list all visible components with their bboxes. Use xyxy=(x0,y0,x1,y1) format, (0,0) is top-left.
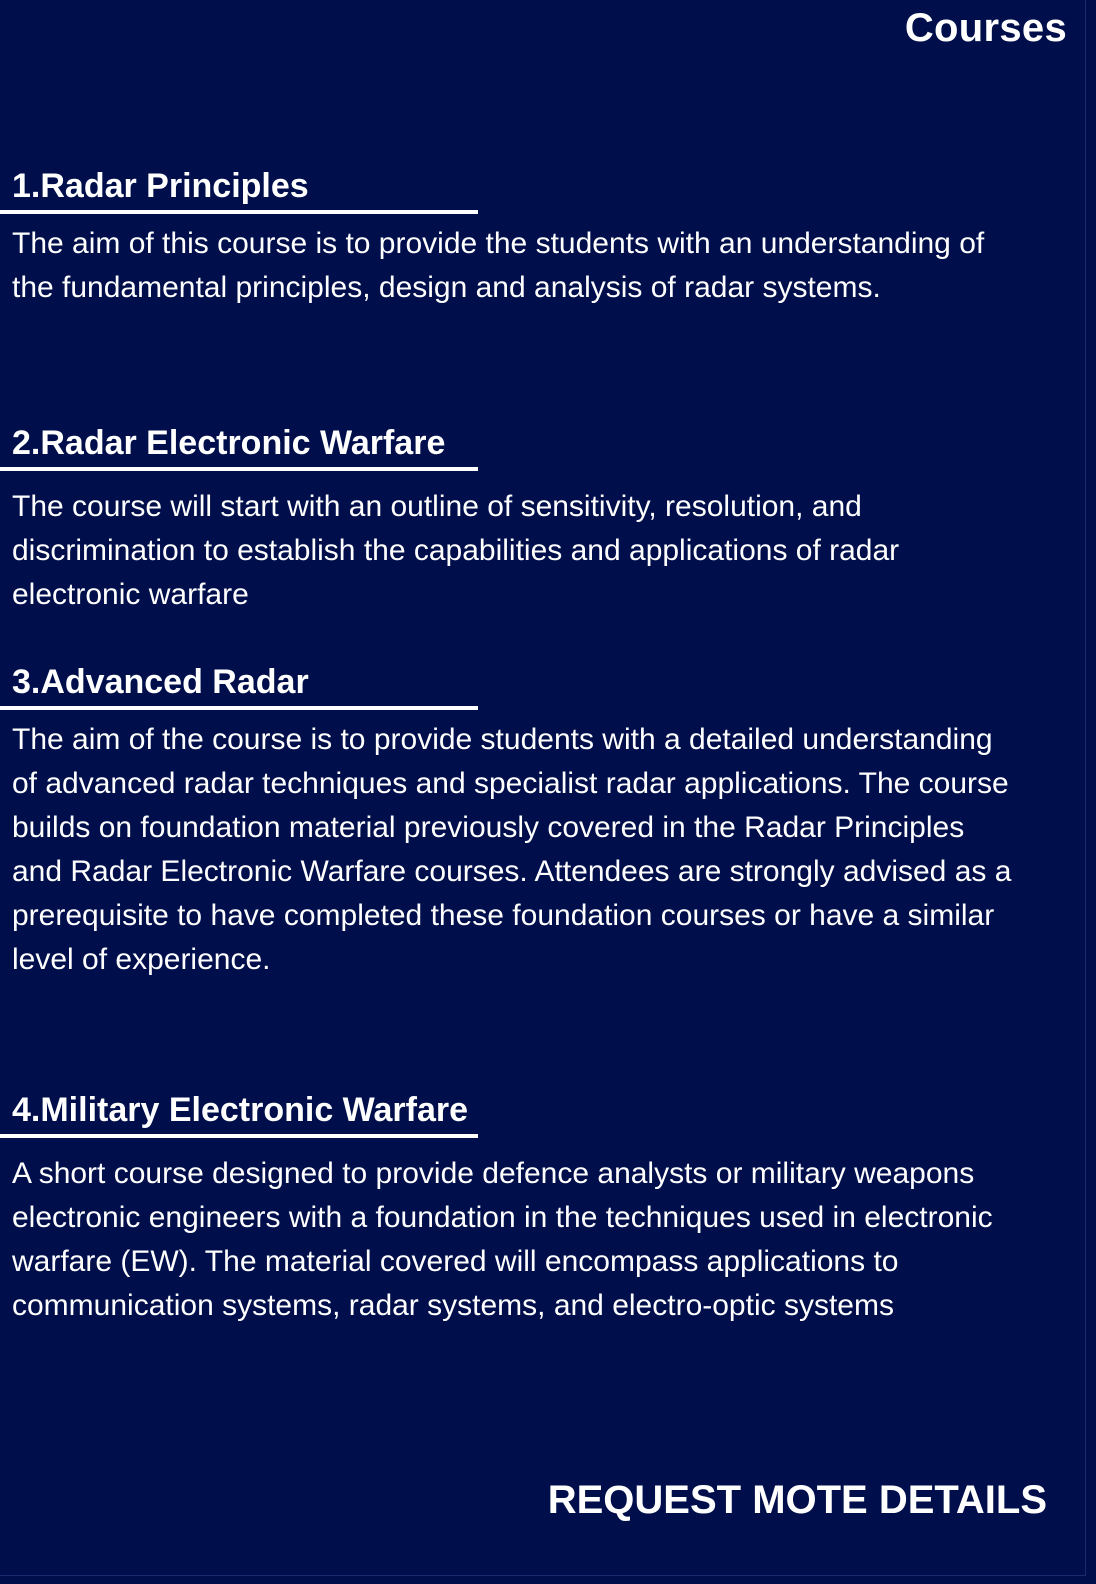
page-title: Courses xyxy=(904,6,1067,50)
heading-underline xyxy=(0,706,478,710)
course-heading: 2.Radar Electronic Warfare xyxy=(12,424,446,462)
course-description: The aim of this course is to provide the students with an understanding of the fundamental principles, design and analysis of radar systems. xyxy=(12,227,985,304)
course-radar-electronic-warfare xyxy=(0,421,1022,617)
course-heading: 1.Radar Principles xyxy=(12,167,309,205)
course-description: A short course designed to provide defence analysts or military weapons electronic engineers with a foundation in the techniques used in electronic warfare (EW). The material covered will encompass applications to communication systems, radar systems, and electro-optic systems xyxy=(12,1157,993,1322)
course-heading: 3.Advanced Radar xyxy=(12,663,309,701)
course-advanced-radar xyxy=(0,660,1022,982)
course-description: The aim of the course is to provide students with a detailed understanding of advanced radar techniques and specialist radar applications. The course builds on foundation material previously covered in the Radar Principles and Radar Electronic Warfare courses. Attendees are strongly advised as a prerequisite to have completed these foundation courses or have a similar level of experience. xyxy=(12,723,1012,976)
course-military-electronic-warfare xyxy=(0,1088,1022,1328)
heading-underline xyxy=(0,210,478,214)
heading-underline xyxy=(0,1134,478,1138)
course-heading: 4.Military Electronic Warfare xyxy=(12,1091,469,1129)
request-details-link[interactable]: REQUEST MOTE DETAILS xyxy=(547,1478,1047,1522)
course-description: The course will start with an outline of sensitivity, resolution, and discrimination to establish the capabilities and applications of radar electronic warfare xyxy=(12,490,900,611)
heading-underline xyxy=(0,467,478,471)
course-radar-principles xyxy=(0,164,1022,310)
